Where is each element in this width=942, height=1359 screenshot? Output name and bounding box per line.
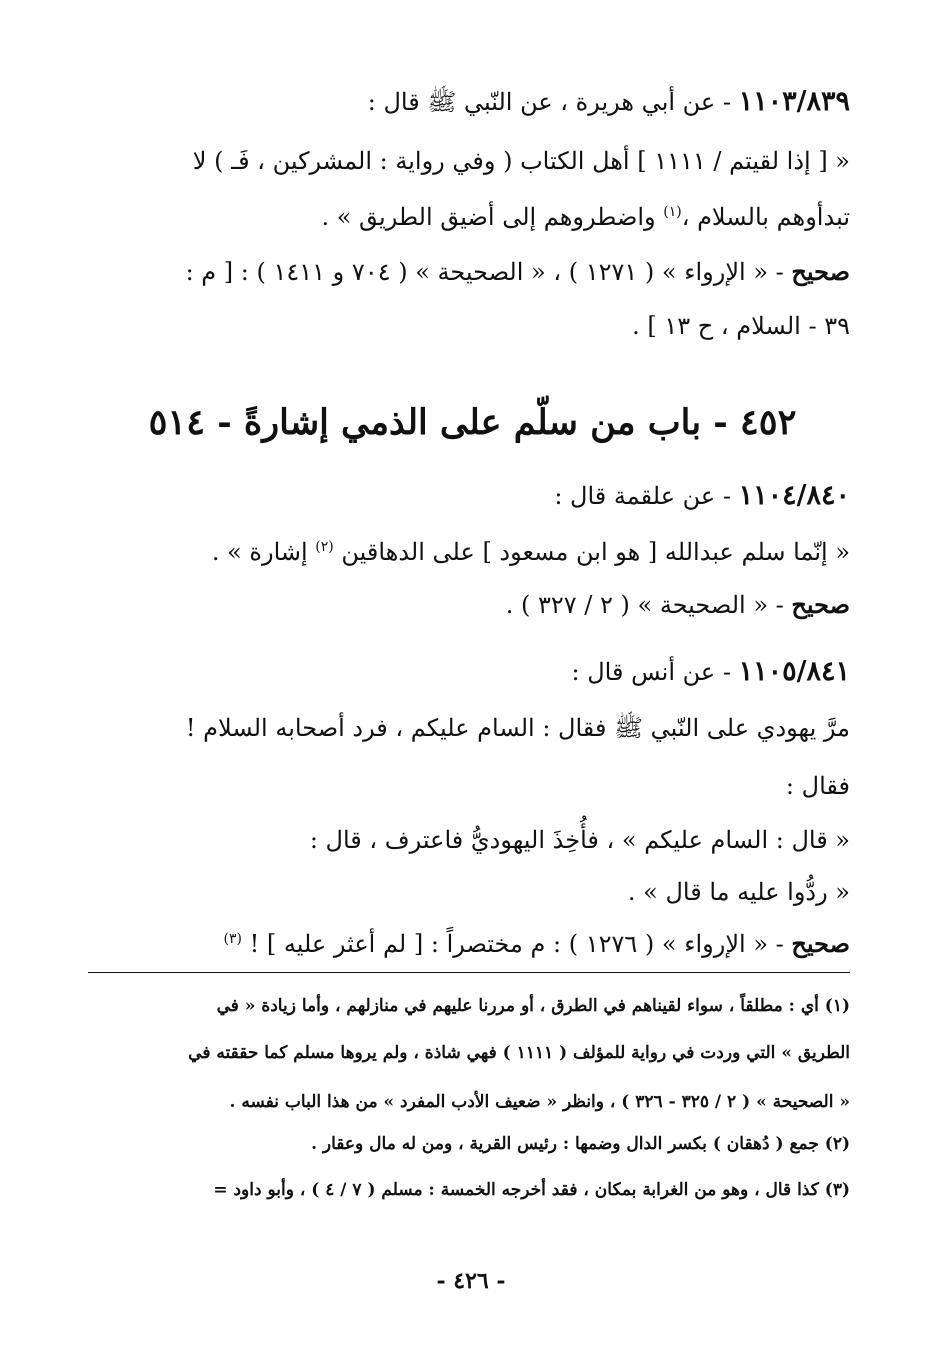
hadith-1103-text-line (95, 203, 850, 232)
footnote-ref: (٢) (315, 539, 334, 555)
hadith-1103-grade-cont: ٣٩ - السلام ، ح ١٣ ] . (632, 312, 850, 340)
footnote-1-line: (١) أي : مطلقاً ، سواء لقيناهم في الطرق ، أو مررنا عليهم في منازلهم ، وأما زيادة « في (216, 996, 850, 1016)
hadith-1105-text-line: فقال : (785, 772, 850, 800)
grade-label: صحيح (791, 590, 850, 619)
grade-label: صحيح (791, 257, 850, 286)
text-segment: تبدأوهم بالسلام ، (681, 203, 850, 231)
footnote-3: (٣) كذا قال ، وهو من الغرابة بمكان ، فقد أخرجه الخمسة : مسلم ( ٧ / ٤ ) ، وأبو داود = (213, 1180, 850, 1200)
grade-sources: - « الصحيحة » ( ٢ / ٣٢٧ ) . (505, 591, 792, 619)
text-segment: إشارة » . (211, 538, 316, 566)
text-segment: « إنّما سلم عبدالله [ هو ابن مسعود ] على الدهاقين (333, 538, 850, 566)
footnote-divider (88, 972, 850, 973)
hadith-1103-text-line: « [ إذا لقيتم / ١١١١ ] أهل الكتاب ( وفي رواية : المشركين ، فَـ ) لا (192, 147, 850, 175)
hadith-1105-grade (95, 930, 850, 959)
footnote-2: (٢) جمع ( دُهقان ) بكسر الدال وضمها : رئيس القرية ، ومن له مال وعقار . (311, 1134, 850, 1154)
grade-sources: - « الإرواء » ( ١٢٧١ ) ، « الصحيحة » ( ٧٠٤ و ١٤١١ ) : [ م : (185, 258, 792, 286)
text-segment: واضطروهم إلى أضيق الطريق » . (321, 203, 664, 231)
hadith-narrator: - عن علقمة قال : (554, 482, 739, 510)
hadith-narrator: - عن أبي هريرة ، عن النّبي ﷺ قال : (367, 88, 739, 116)
hadith-1104-header (95, 480, 850, 512)
grade-label: صحيح (791, 929, 850, 958)
footnote-ref: (١) (663, 204, 682, 220)
hadith-number: ١١٠٤/٨٤٠ (738, 480, 850, 511)
hadith-1104-text-line (95, 538, 850, 567)
hadith-1105-header (95, 656, 850, 688)
grade-sources: - « الإرواء » ( ١٢٧٦ ) : م مختصراً : [ لم أعثر عليه ] ! (241, 930, 792, 958)
hadith-1105-text-line: « ردُّوا عليه ما قال » . (627, 878, 850, 906)
page-number: - ٤٢٦ - (436, 1268, 506, 1294)
hadith-number: ١١٠٥/٨٤١ (738, 656, 850, 687)
hadith-1105-text-line: مرَّ يهودي على النّبي ﷺ فقال : السام عليكم ، فرد أصحابه السلام ! (185, 714, 850, 742)
footnote-1-line: الطريق » التي وردت في رواية للمؤلف ( ١١١١ ) فهي شاذة ، ولم يروها مسلم كما حققته في (188, 1043, 850, 1063)
footnote-1-line: « الصحيحة » ( ٢ / ٣٢٥ - ٣٢٦ ) ، وانظر « ضعيف الأدب المفرد » من هذا الباب نفسه . (229, 1092, 850, 1112)
hadith-1103-header (95, 86, 850, 118)
hadith-1104-grade (95, 591, 850, 620)
hadith-1103-grade (95, 258, 850, 287)
hadith-number: ١١٠٣/٨٣٩ (738, 86, 850, 117)
footnote-ref: (٣) (223, 931, 242, 947)
chapter-heading: ٤٥٢ - باب من سلّم على الذمي إشارةً - ٥١٤ (148, 402, 797, 443)
hadith-1105-text-line: « قال : السام عليكم » ، فأُخِذَ اليهوديُّ فاعترف ، قال : (309, 826, 850, 854)
hadith-narrator: - عن أنس قال : (571, 658, 739, 686)
